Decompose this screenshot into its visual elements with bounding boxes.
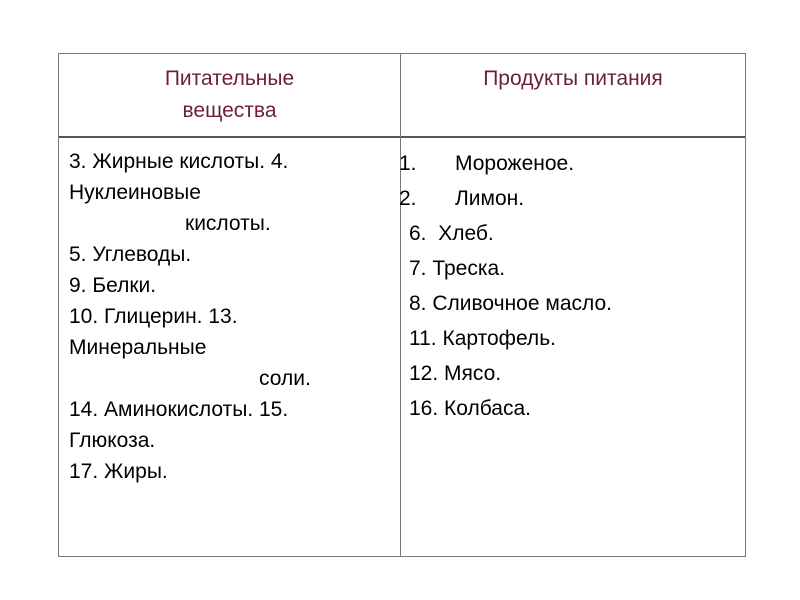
product-item xyxy=(399,321,739,356)
product-item xyxy=(399,356,739,391)
nutrient-line: Нуклеиновые xyxy=(69,181,201,204)
product-name: Сливочное масло. xyxy=(432,292,612,315)
product-item xyxy=(399,391,739,426)
product-name: Мороженое. xyxy=(455,152,575,175)
product-name: Колбаса. xyxy=(444,397,531,420)
product-number: 8. xyxy=(409,292,427,315)
header-nutrients-line2: вещества xyxy=(182,99,277,122)
nutrient-line: Минеральные xyxy=(69,336,207,359)
products-cell xyxy=(399,146,739,426)
product-item xyxy=(399,181,739,216)
product-name: Хлеб. xyxy=(438,222,494,245)
nutrient-line: кислоты. xyxy=(185,212,271,235)
product-name: Треска. xyxy=(432,257,506,280)
nutrients-cell xyxy=(69,146,399,487)
product-item xyxy=(399,146,739,181)
table-header-row xyxy=(59,54,745,138)
header-nutrients-line1: Питательные xyxy=(164,67,295,90)
product-item xyxy=(399,286,739,321)
product-name: Картофель. xyxy=(442,327,556,350)
nutrient-line: соли. xyxy=(259,367,311,390)
product-name: Мясо. xyxy=(444,362,502,385)
product-number: 1. xyxy=(399,152,417,175)
product-number: 16. xyxy=(409,397,439,420)
product-number: 7. xyxy=(409,257,427,280)
nutrient-line: 10. Глицерин. 13. xyxy=(69,305,238,328)
product-item xyxy=(399,251,739,286)
header-products: Продукты питания xyxy=(483,67,663,90)
product-number: 6. xyxy=(409,222,427,245)
nutrition-table xyxy=(58,53,746,557)
nutrient-line: 3. Жирные кислоты. 4. xyxy=(69,150,289,173)
nutrient-line: 5. Углеводы. xyxy=(69,243,192,266)
nutrient-line: Глюкоза. xyxy=(69,429,156,452)
product-item xyxy=(399,216,739,251)
product-number: 12. xyxy=(409,362,439,385)
product-number: 2. xyxy=(399,187,417,210)
nutrient-line: 14. Аминокислоты. 15. xyxy=(69,398,289,421)
header-nutrients xyxy=(59,54,400,136)
product-number: 11. xyxy=(409,327,437,350)
product-name: Лимон. xyxy=(455,187,525,210)
nutrient-line: 9. Белки. xyxy=(69,274,157,297)
nutrient-line: 17. Жиры. xyxy=(69,460,168,483)
